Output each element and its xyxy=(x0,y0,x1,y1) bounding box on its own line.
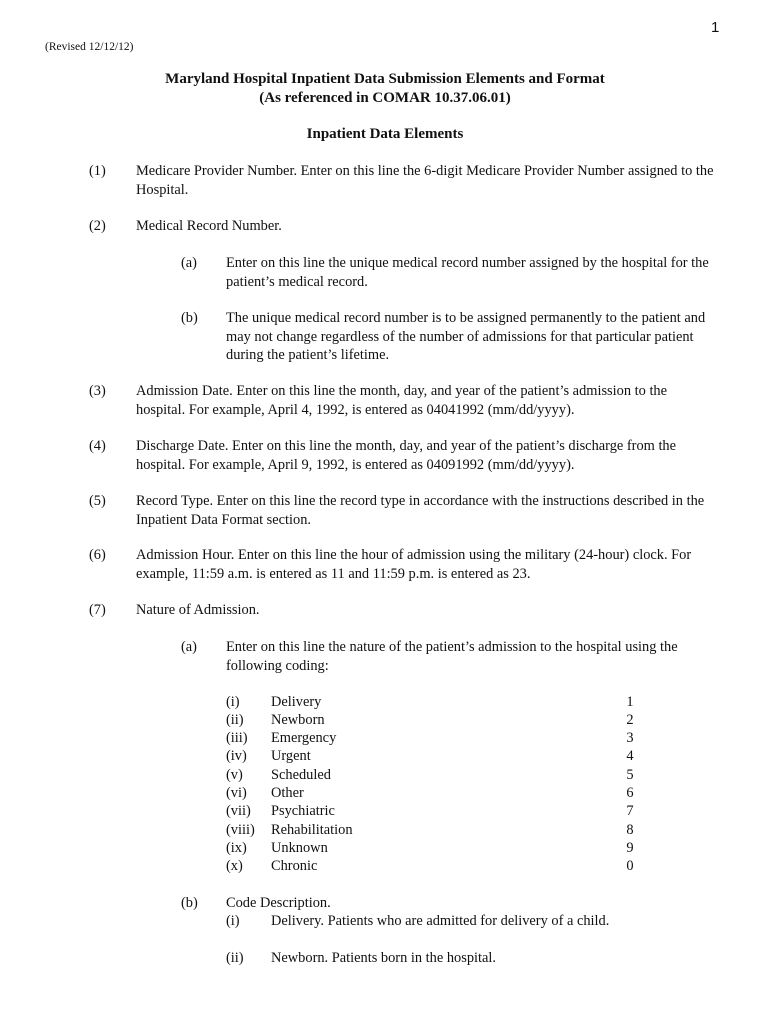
code-roman: (iii) xyxy=(226,730,248,746)
description-roman: (ii) xyxy=(226,950,244,966)
code-value: 9 xyxy=(626,840,634,856)
code-label: Delivery xyxy=(271,694,322,710)
code-value: 0 xyxy=(626,858,634,874)
code-roman: (vi) xyxy=(226,785,247,801)
subitem-letter: (a) xyxy=(181,639,197,655)
code-label: Psychiatric xyxy=(271,803,335,819)
item-number: (5) xyxy=(89,493,106,509)
code-roman: (vii) xyxy=(226,803,251,819)
code-value: 2 xyxy=(626,712,634,728)
subitem-letter: (b) xyxy=(181,310,198,326)
code-roman: (v) xyxy=(226,767,243,783)
description-text: Newborn. Patients born in the hospital. xyxy=(271,950,497,966)
code-label: Scheduled xyxy=(271,767,331,783)
code-value: 7 xyxy=(626,803,634,819)
item-text-admission-hour: Admission Hour. Enter on this line the hour of admission using the military (24-hour) clock. For example, 11:59 a.m. is entered as 11 and 11:59 p.m. is entered as 23. xyxy=(136,547,692,582)
item-number: (1) xyxy=(89,163,106,179)
code-label: Urgent xyxy=(271,748,311,764)
description-roman: (i) xyxy=(226,913,240,929)
item-number: (2) xyxy=(89,218,106,234)
code-roman: (ii) xyxy=(226,712,244,728)
code-label: Chronic xyxy=(271,858,318,874)
item-text-medical-record-number: Medical Record Number. xyxy=(136,218,282,234)
item-text-admission-date: Admission Date. Enter on this line the month, day, and year of the patient’s admission to the hospital. For example, April 4, 1992, is entered as 04041992 (mm/dd/yyyy). xyxy=(136,383,668,418)
item-number: (3) xyxy=(89,383,106,399)
code-label: Unknown xyxy=(271,840,328,856)
subitem-letter: (b) xyxy=(181,895,198,911)
code-roman: (i) xyxy=(226,694,240,710)
page-number: 1 xyxy=(711,19,720,36)
subitem-text: Enter on this line the unique medical record number assigned by the hospital for the patient’s medical record. xyxy=(226,255,709,290)
code-roman: (iv) xyxy=(226,748,247,764)
code-value: 8 xyxy=(626,822,634,838)
code-label: Other xyxy=(271,785,304,801)
subitem-letter: (a) xyxy=(181,255,197,271)
code-value: 4 xyxy=(626,748,634,764)
document-title: Maryland Hospital Inpatient Data Submission Elements and Format xyxy=(165,71,605,87)
document-subtitle: (As referenced in COMAR 10.37.06.01) xyxy=(259,90,511,106)
code-value: 3 xyxy=(626,730,634,746)
code-label: Newborn xyxy=(271,712,325,728)
subitem-text: The unique medical record number is to be assigned permanently to the patient and may not change regardless of the number of admissions for that particular patient during the patient’s lifetime. xyxy=(226,310,706,363)
code-label: Emergency xyxy=(271,730,337,746)
code-value: 5 xyxy=(626,767,634,783)
item-text-discharge-date: Discharge Date. Enter on this line the month, day, and year of the patient’s discharge from the hospital. For example, April 9, 1992, is entered as 04091992 (mm/dd/yyyy). xyxy=(136,438,677,473)
code-value: 6 xyxy=(626,785,634,801)
description-text: Delivery. Patients who are admitted for delivery of a child. xyxy=(271,913,610,929)
code-roman: (viii) xyxy=(226,822,255,838)
subitem-text: Code Description. xyxy=(226,895,331,911)
code-value: 1 xyxy=(626,694,634,710)
item-number: (7) xyxy=(89,602,106,618)
item-text-record-type: Record Type. Enter on this line the record type in accordance with the instructions described in the Inpatient Data Format section. xyxy=(136,493,705,528)
subitem-text: Enter on this line the nature of the patient’s admission to the hospital using the following coding: xyxy=(226,639,678,674)
code-roman: (x) xyxy=(226,858,243,874)
item-text-nature-of-admission: Nature of Admission. xyxy=(136,602,260,618)
item-number: (6) xyxy=(89,547,106,563)
revision-date: (Revised 12/12/12) xyxy=(45,41,134,53)
code-roman: (ix) xyxy=(226,840,247,856)
item-text-medicare-provider-number: Medicare Provider Number. Enter on this line the 6-digit Medicare Provider Number assigned to the Hospital. xyxy=(136,163,714,198)
section-heading: Inpatient Data Elements xyxy=(306,126,464,142)
code-label: Rehabilitation xyxy=(271,822,353,838)
item-number: (4) xyxy=(89,438,106,454)
